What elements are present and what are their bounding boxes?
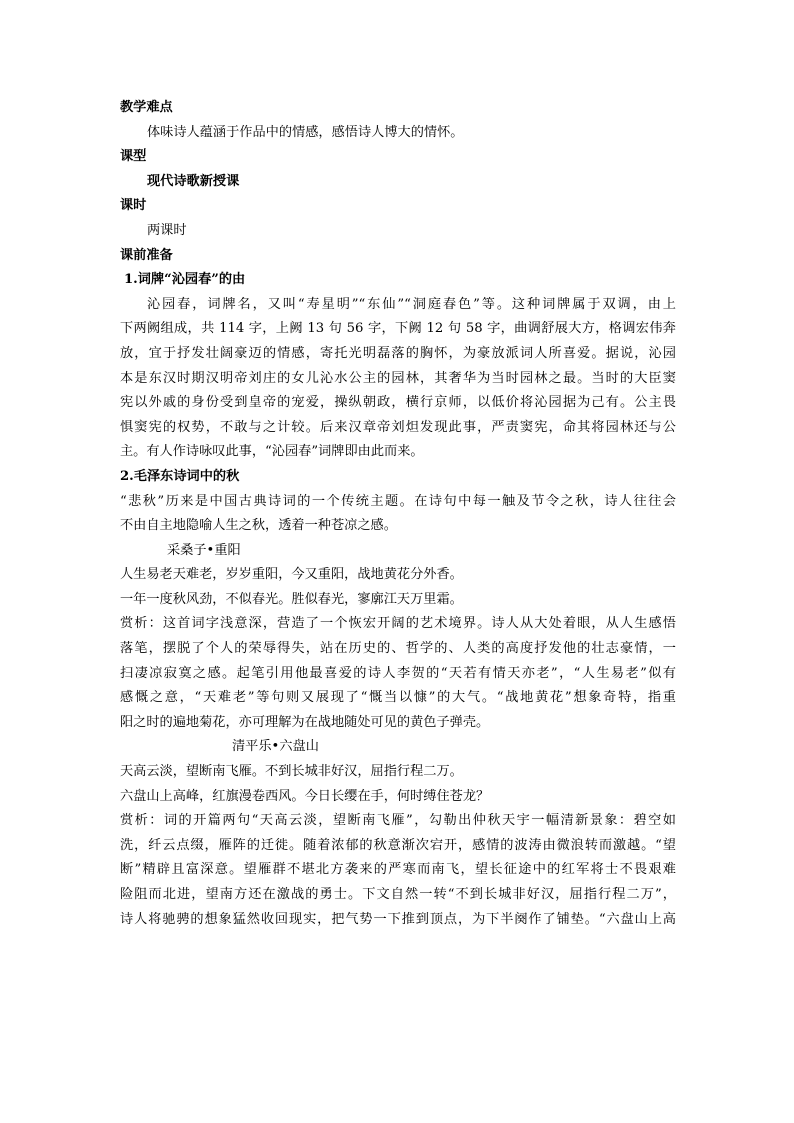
commentary-line: 诗人将驰骋的想象猛然收回现实，把气势一下推到顶点，为下半阕作了铺垫。“六盘山上高 bbox=[120, 911, 676, 927]
paragraph-line: 下两阙组成，共 114 字，上阙 13 句 56 字，下阙 12 句 58 字，曲调舒展大方，格调宏伟奔 bbox=[120, 321, 676, 337]
poem-line: 人生易老天难老，岁岁重阳，今又重阳，战地黄花分外香。 bbox=[120, 567, 463, 583]
commentary-line: 洗，纤云点缀，雁阵的迁徙。随着浓郁的秋意渐次宕开，感情的波涛由微浪转而激越。“望 bbox=[120, 837, 676, 853]
poem-line: 一年一度秋风劲，不似春光。胜似春光，寥廓江天万里霜。 bbox=[120, 591, 463, 607]
heading-class-period: 课时 bbox=[120, 198, 147, 214]
heading-autumn-in-poems: 2.毛泽东诗词中的秋 bbox=[120, 468, 240, 484]
commentary-line: 感慨之意，“天难老”等句则又展现了“慨当以慷”的大气。“战地黄花”想象奇特，指重 bbox=[120, 690, 676, 706]
paragraph-line: 宪以外戚的身份受到皇帝的宠爱，操纵朝政，横行京师，以低价将沁园据为己有。公主畏 bbox=[120, 395, 676, 411]
commentary-line: 阳之时的遍地菊花，亦可理解为在战地随处可见的黄色子弹壳。 bbox=[120, 714, 490, 730]
heading-cipai-origin: 1.词牌“沁园春”的由 bbox=[124, 272, 246, 288]
commentary-line: 赏析：词的开篇两句“天高云淡，望断南飞雁”，勾勒出仲秋天宇一幅清新景象：碧空如 bbox=[120, 813, 676, 829]
paragraph-line: 不由自主地隐喻人生之秋，透着一种苍凉之感。 bbox=[120, 518, 397, 534]
paragraph-line: 惧窦宪的权势，不敢与之计较。后来汉章帝刘炟发现此事，严责窦宪，命其将园林还与公 bbox=[120, 419, 676, 435]
commentary-line: 扫凄凉寂寞之感。起笔引用他最喜爱的诗人李贺的“天若有情天亦老”，“人生易老”似有 bbox=[120, 665, 676, 681]
heading-preparation: 课前准备 bbox=[120, 247, 173, 263]
paragraph-line: 主。有人作诗咏叹此事，“沁园春”词牌即由此而来。 bbox=[120, 444, 424, 460]
paragraph-line: 本是东汉时期汉明帝刘庄的女儿沁水公主的园林，其奢华为当时园林之最。当时的大臣窦 bbox=[120, 370, 676, 386]
class-period-text: 两课时 bbox=[147, 222, 187, 238]
paragraph-line: 放，宜于抒发壮阔豪迈的情感，寄托光明磊落的胸怀，为豪放派词人所喜爱。据说，沁园 bbox=[120, 345, 676, 361]
poem-title-chongyang: 采桑子•重阳 bbox=[167, 542, 241, 558]
commentary-line: 赏析：这首词字浅意深，营造了一个恢宏开阔的艺术境界。诗人从大处着眼，从人生感悟 bbox=[120, 616, 676, 632]
teaching-difficulty-text: 体味诗人蕴涵于作品中的情感，感悟诗人博大的情怀。 bbox=[147, 124, 464, 140]
lesson-type-text: 现代诗歌新授课 bbox=[147, 173, 240, 189]
poem-line: 天高云淡，望断南飞雁。不到长城非好汉，屈指行程二万。 bbox=[120, 764, 463, 780]
poem-line: 六盘山上高峰，红旗漫卷西风。今日长缨在手，何时缚住苍龙？ bbox=[120, 788, 490, 804]
commentary-line: 落笔，摆脱了个人的荣辱得失，站在历史的、哲学的、人类的高度抒发他的壮志豪情，一 bbox=[120, 641, 676, 657]
heading-lesson-type: 课型 bbox=[120, 149, 147, 165]
paragraph-line: 沁园春，词牌名，又叫“寿星明”“东仙”“洞庭春色”等。这种词牌属于双调，由上 bbox=[147, 296, 676, 312]
commentary-line: 险阻而北进，望南方还在激战的勇士。下文自然一转“不到长城非好汉，屈指行程二万”， bbox=[120, 887, 676, 902]
document-body bbox=[120, 96, 676, 932]
poem-title-liupanshan: 清平乐•六盘山 bbox=[232, 739, 319, 755]
heading-teaching-difficulty: 教学难点 bbox=[120, 100, 173, 115]
commentary-line: 断”精辟且富深意。望雁群不堪北方袭来的严寒而南飞，望长征途中的红军将士不畏艰难 bbox=[120, 862, 676, 878]
paragraph-line: “悲秋”历来是中国古典诗词的一个传统主题。在诗句中每一触及节令之秋，诗人往往会 bbox=[120, 493, 676, 509]
